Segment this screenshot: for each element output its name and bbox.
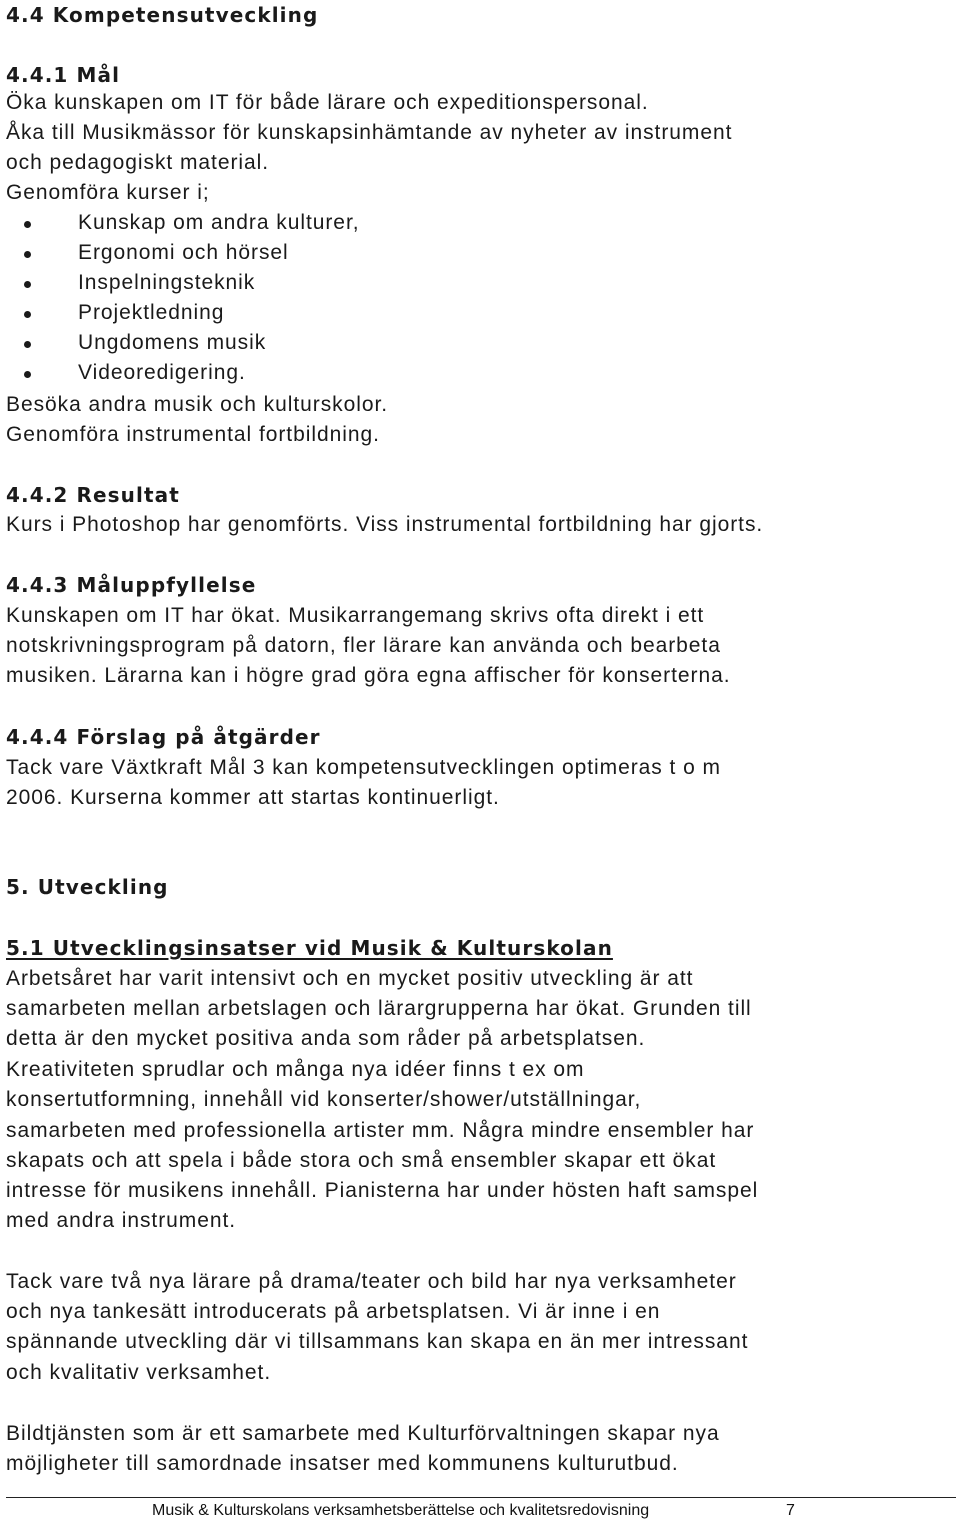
footer-text: Musik & Kulturskolans verksamhetsberättelse och kvalitetsredovisning [152,1502,650,1519]
heading-4-4-3: 4.4.3 Måluppfyllelse [6,573,257,597]
list-item [78,328,266,358]
text-line: Genomföra instrumental fortbildning. [6,423,380,446]
text-line: och nya tankesätt introducerats på arbetsplatsen. Vi är inne i en [6,1300,661,1323]
heading-4-4: 4.4 Kompetensutveckling [6,3,319,27]
text-line: konsertutformning, innehåll vid konserter/shower/utställningar, [6,1088,642,1111]
bullet-icon [24,311,31,318]
text-line: 2006. Kurserna kommer att startas kontinuerligt. [6,786,500,809]
list-item-label: Inspelningsteknik [78,271,256,294]
list-item-label: Ungdomens musik [78,331,267,354]
list-item [78,238,289,268]
bullet-icon [24,221,31,228]
text-line: möjligheter till samordnade insatser med kommunens kulturutbud. [6,1452,679,1475]
list-item [78,358,246,388]
text-line: och pedagogiskt material. [6,151,270,174]
text-line: Tack vare två nya lärare på drama/teater och bild har nya verksamheter [6,1270,737,1293]
text-line: Kreativiteten sprudlar och många nya idéer finns t ex om [6,1058,585,1081]
text-line: Åka till Musikmässor för kunskapsinhämtande av nyheter av instrument [6,121,733,144]
text-line: Genomföra kurser i; [6,181,210,204]
list-item-label: Ergonomi och hörsel [78,241,289,264]
heading-5: 5. Utveckling [6,875,169,899]
footer-divider [6,1497,956,1498]
text-line: intresse för musikens innehåll. Pianisterna har under hösten haft samspel [6,1179,759,1202]
text-line: Bildtjänsten som är ett samarbete med Kulturförvaltningen skapar nya [6,1422,720,1445]
text-line: skapats och att spela i både stora och små ensembler skapar ett ökat [6,1149,717,1172]
bullet-icon [24,341,31,348]
bullet-icon [24,371,31,378]
text-line: Kunskapen om IT har ökat. Musikarrangemang skrivs ofta direkt i ett [6,604,705,627]
heading-4-4-2: 4.4.2 Resultat [6,483,180,507]
list-item [78,298,224,328]
bullet-icon [24,251,31,258]
list-item [78,268,255,298]
heading-4-4-4: 4.4.4 Förslag på åtgärder [6,725,321,749]
text-line: notskrivningsprogram på datorn, fler lärare kan använda och bearbeta [6,634,721,657]
text-line: samarbeten med professionella artister mm. Några mindre ensembler har [6,1119,755,1142]
text-line: musiken. Lärarna kan i högre grad göra egna affischer för konserterna. [6,664,731,687]
bullet-icon [24,281,31,288]
list-item-label: Projektledning [78,301,225,324]
text-line: Tack vare Växtkraft Mål 3 kan kompetensutvecklingen optimeras t o m [6,756,721,779]
text-line: samarbeten mellan arbetslagen och lärargrupperna har ökat. Grunden till [6,997,752,1020]
text-line: och kvalitativ verksamhet. [6,1361,272,1384]
text-line: med andra instrument. [6,1209,237,1232]
heading-5-1: 5.1 Utvecklingsinsatser vid Musik & Kulturskolan [6,936,613,960]
list-item-label: Videoredigering. [78,361,246,384]
heading-4-4-1: 4.4.1 Mål [6,63,121,87]
list-item-label: Kunskap om andra kulturer, [78,211,360,234]
text-line: Besöka andra musik och kulturskolor. [6,393,389,416]
text-line: Arbetsåret har varit intensivt och en mycket positiv utveckling är att [6,967,694,990]
text-line: spännande utveckling där vi tillsammans kan skapa en än mer intressant [6,1330,749,1353]
list-item [78,208,360,238]
page-number: 7 [786,1502,795,1519]
text-line: Kurs i Photoshop har genomförts. Viss instrumental fortbildning har gjorts. [6,513,764,536]
text-line: detta är den mycket positiva anda som råder på arbetsplatsen. [6,1027,646,1050]
text-line: Öka kunskapen om IT för både lärare och expeditionspersonal. [6,91,649,114]
